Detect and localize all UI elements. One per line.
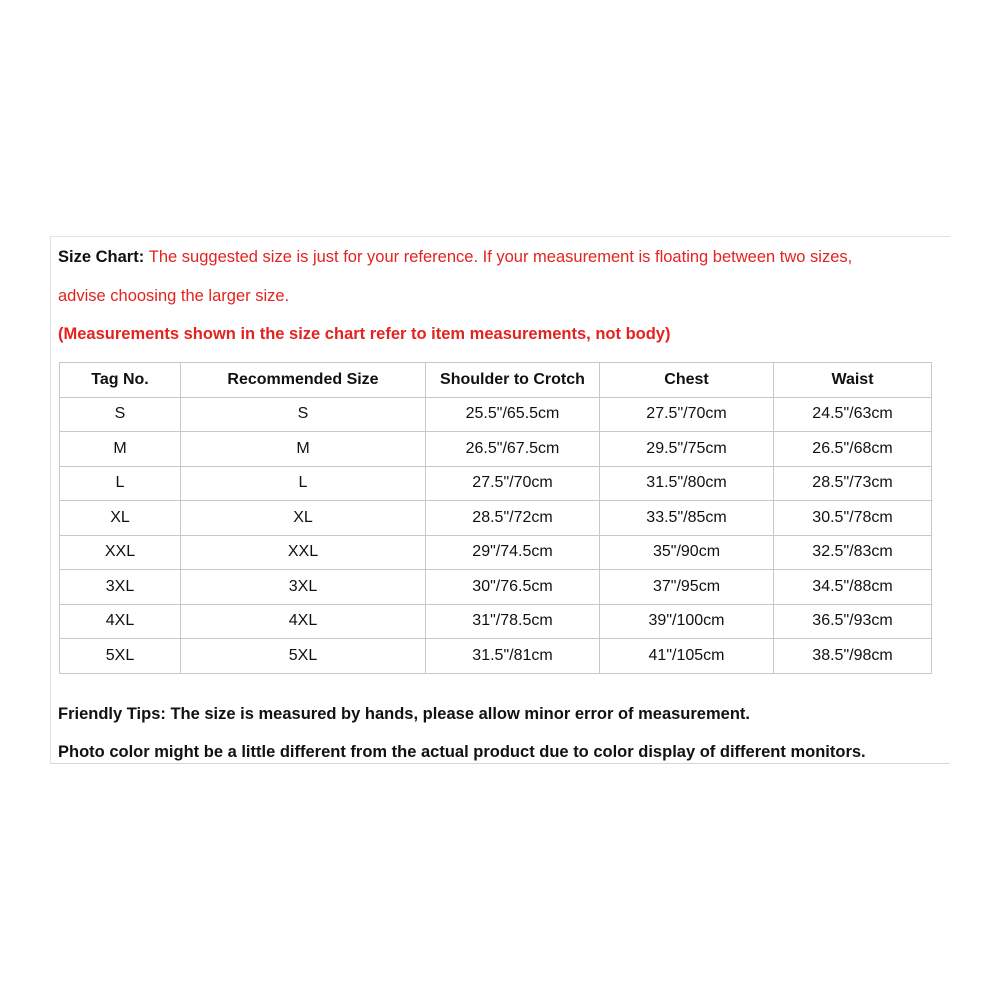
cell-recommended-size: 3XL bbox=[181, 570, 426, 605]
cell-waist: 28.5"/73cm bbox=[774, 466, 932, 501]
cell-recommended-size: XL bbox=[181, 501, 426, 536]
cell-waist: 38.5"/98cm bbox=[774, 639, 932, 674]
cell-tag-no: XL bbox=[60, 501, 181, 536]
size-advice-text: The suggested size is just for your reference. If your measurement is floating between two sizes, bbox=[148, 248, 853, 266]
cell-tag-no: 5XL bbox=[60, 639, 181, 674]
table-row bbox=[60, 639, 932, 674]
measurement-note: (Measurements shown in the size chart refer to item measurements, not body) bbox=[58, 325, 671, 343]
cell-tag-no: S bbox=[60, 397, 181, 432]
table-row bbox=[60, 432, 932, 467]
cell-recommended-size: S bbox=[181, 397, 426, 432]
header-tag-no: Tag No. bbox=[60, 363, 181, 398]
cell-recommended-size: XXL bbox=[181, 535, 426, 570]
size-chart-intro bbox=[58, 247, 852, 267]
cell-recommended-size: L bbox=[181, 466, 426, 501]
cell-chest: 35"/90cm bbox=[600, 535, 774, 570]
header-waist: Waist bbox=[774, 363, 932, 398]
header-chest: Chest bbox=[600, 363, 774, 398]
cell-shoulder-to-crotch: 28.5"/72cm bbox=[426, 501, 600, 536]
cell-shoulder-to-crotch: 30"/76.5cm bbox=[426, 570, 600, 605]
cell-chest: 31.5"/80cm bbox=[600, 466, 774, 501]
table-row bbox=[60, 501, 932, 536]
cell-chest: 39"/100cm bbox=[600, 604, 774, 639]
cell-waist: 30.5"/78cm bbox=[774, 501, 932, 536]
cell-chest: 29.5"/75cm bbox=[600, 432, 774, 467]
table-row bbox=[60, 397, 932, 432]
size-chart-label: Size Chart bbox=[58, 248, 139, 266]
cell-waist: 24.5"/63cm bbox=[774, 397, 932, 432]
cell-chest: 33.5"/85cm bbox=[600, 501, 774, 536]
cell-chest: 37"/95cm bbox=[600, 570, 774, 605]
photo-color-note: Photo color might be a little different from the actual product due to color display of different monitors. bbox=[58, 743, 866, 761]
cell-shoulder-to-crotch: 31.5"/81cm bbox=[426, 639, 600, 674]
table-header-row bbox=[60, 363, 932, 398]
cell-shoulder-to-crotch: 26.5"/67.5cm bbox=[426, 432, 600, 467]
cell-recommended-size: 5XL bbox=[181, 639, 426, 674]
friendly-tips: Friendly Tips: The size is measured by hands, please allow minor error of measurement. bbox=[58, 705, 750, 723]
cell-chest: 41"/105cm bbox=[600, 639, 774, 674]
cell-tag-no: XXL bbox=[60, 535, 181, 570]
table-row bbox=[60, 604, 932, 639]
cell-tag-no: L bbox=[60, 466, 181, 501]
table-row bbox=[60, 466, 932, 501]
cell-chest: 27.5"/70cm bbox=[600, 397, 774, 432]
cell-waist: 36.5"/93cm bbox=[774, 604, 932, 639]
table-row bbox=[60, 535, 932, 570]
header-recommended-size: Recommended Size bbox=[181, 363, 426, 398]
cell-shoulder-to-crotch: 27.5"/70cm bbox=[426, 466, 600, 501]
size-table bbox=[59, 362, 932, 674]
cell-shoulder-to-crotch: 31"/78.5cm bbox=[426, 604, 600, 639]
label-separator: : bbox=[138, 248, 149, 266]
cell-waist: 26.5"/68cm bbox=[774, 432, 932, 467]
cell-recommended-size: M bbox=[181, 432, 426, 467]
cell-recommended-size: 4XL bbox=[181, 604, 426, 639]
cell-waist: 34.5"/88cm bbox=[774, 570, 932, 605]
header-shoulder-to-crotch: Shoulder to Crotch bbox=[426, 363, 600, 398]
cell-shoulder-to-crotch: 29"/74.5cm bbox=[426, 535, 600, 570]
cell-tag-no: 3XL bbox=[60, 570, 181, 605]
cell-shoulder-to-crotch: 25.5"/65.5cm bbox=[426, 397, 600, 432]
size-advice-continued: advise choosing the larger size. bbox=[58, 287, 290, 305]
cell-tag-no: 4XL bbox=[60, 604, 181, 639]
table-row bbox=[60, 570, 932, 605]
cell-waist: 32.5"/83cm bbox=[774, 535, 932, 570]
cell-tag-no: M bbox=[60, 432, 181, 467]
